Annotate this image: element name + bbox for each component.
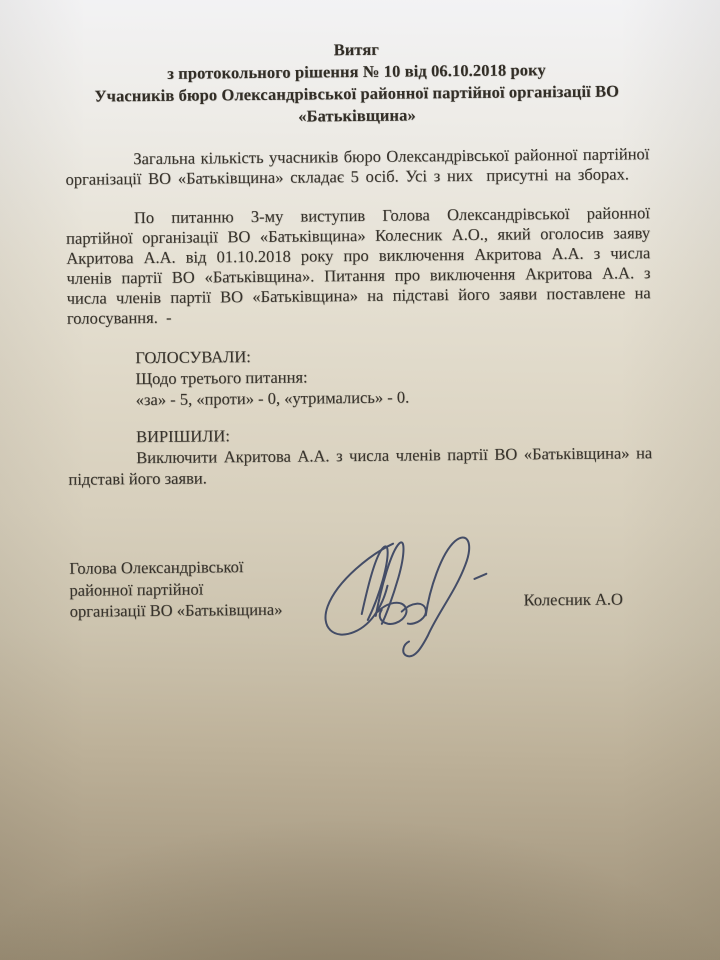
document-title: Витяг [333,39,380,60]
document-header [64,36,649,130]
voting-heading: ГОЛОСУВАЛИ: [135,347,251,368]
paragraph-agenda-item [66,203,651,329]
paragraph-line: числа членів партії ВО «Батьківщина» на підставі його заяви поставлене на [66,283,651,308]
paragraph-line: голосування. - [66,307,172,328]
decision-section [68,421,653,490]
paragraph-line: Акритова А.А. від 01.10.2018 року про виключення Акритова А.А. з числа [66,243,651,268]
paragraph-line: Загальна кількість учасників бюро Олександрівської районної партійної [133,144,650,169]
signature-ink [317,527,494,665]
paragraph-line: партійної організації ВО «Батьківщина» Колесник А.О., який оголосив заяву [66,223,651,248]
header-organization-line: Учасників бюро Олександрівської районної партійної організації ВО [94,81,620,106]
signature-role-line: Голова Олександрівської [69,557,244,578]
voting-results: «за» - 5, «проти» - 0, «утримались» - 0. [135,387,410,410]
signature-name: Колесник А.О [523,589,623,610]
paragraph-line: По питанню 3-му виступив Голова Олександрівської районної [133,203,650,228]
signature-role-line: районної партійної [69,579,204,600]
header-party-name-line: «Батьківщина» [298,105,416,126]
paragraph-line: членів партії ВО «Батьківщина». Питання про виключення Акритова А.А. з [66,263,651,288]
decision-heading: ВИРІШИЛИ: [135,426,230,447]
decision-line: підставі його заяви. [68,468,207,489]
voting-subject: Щодо третього питання: [135,367,308,389]
voting-section [135,342,652,410]
signature-role-line: організації ВО «Батьківщина» [69,599,283,621]
paragraph-attendance [65,144,649,190]
header-protocol-line: з протокольного рішення № 10 від 06.10.2018 року [167,60,546,83]
paragraph-line: організації ВО «Батьківщина» складає 5 осіб. Усі з них присутні на зборах. [65,164,630,189]
decision-line: Виключити Акритова А.А. з числа членів партії ВО «Батьківщина» на [136,443,653,468]
